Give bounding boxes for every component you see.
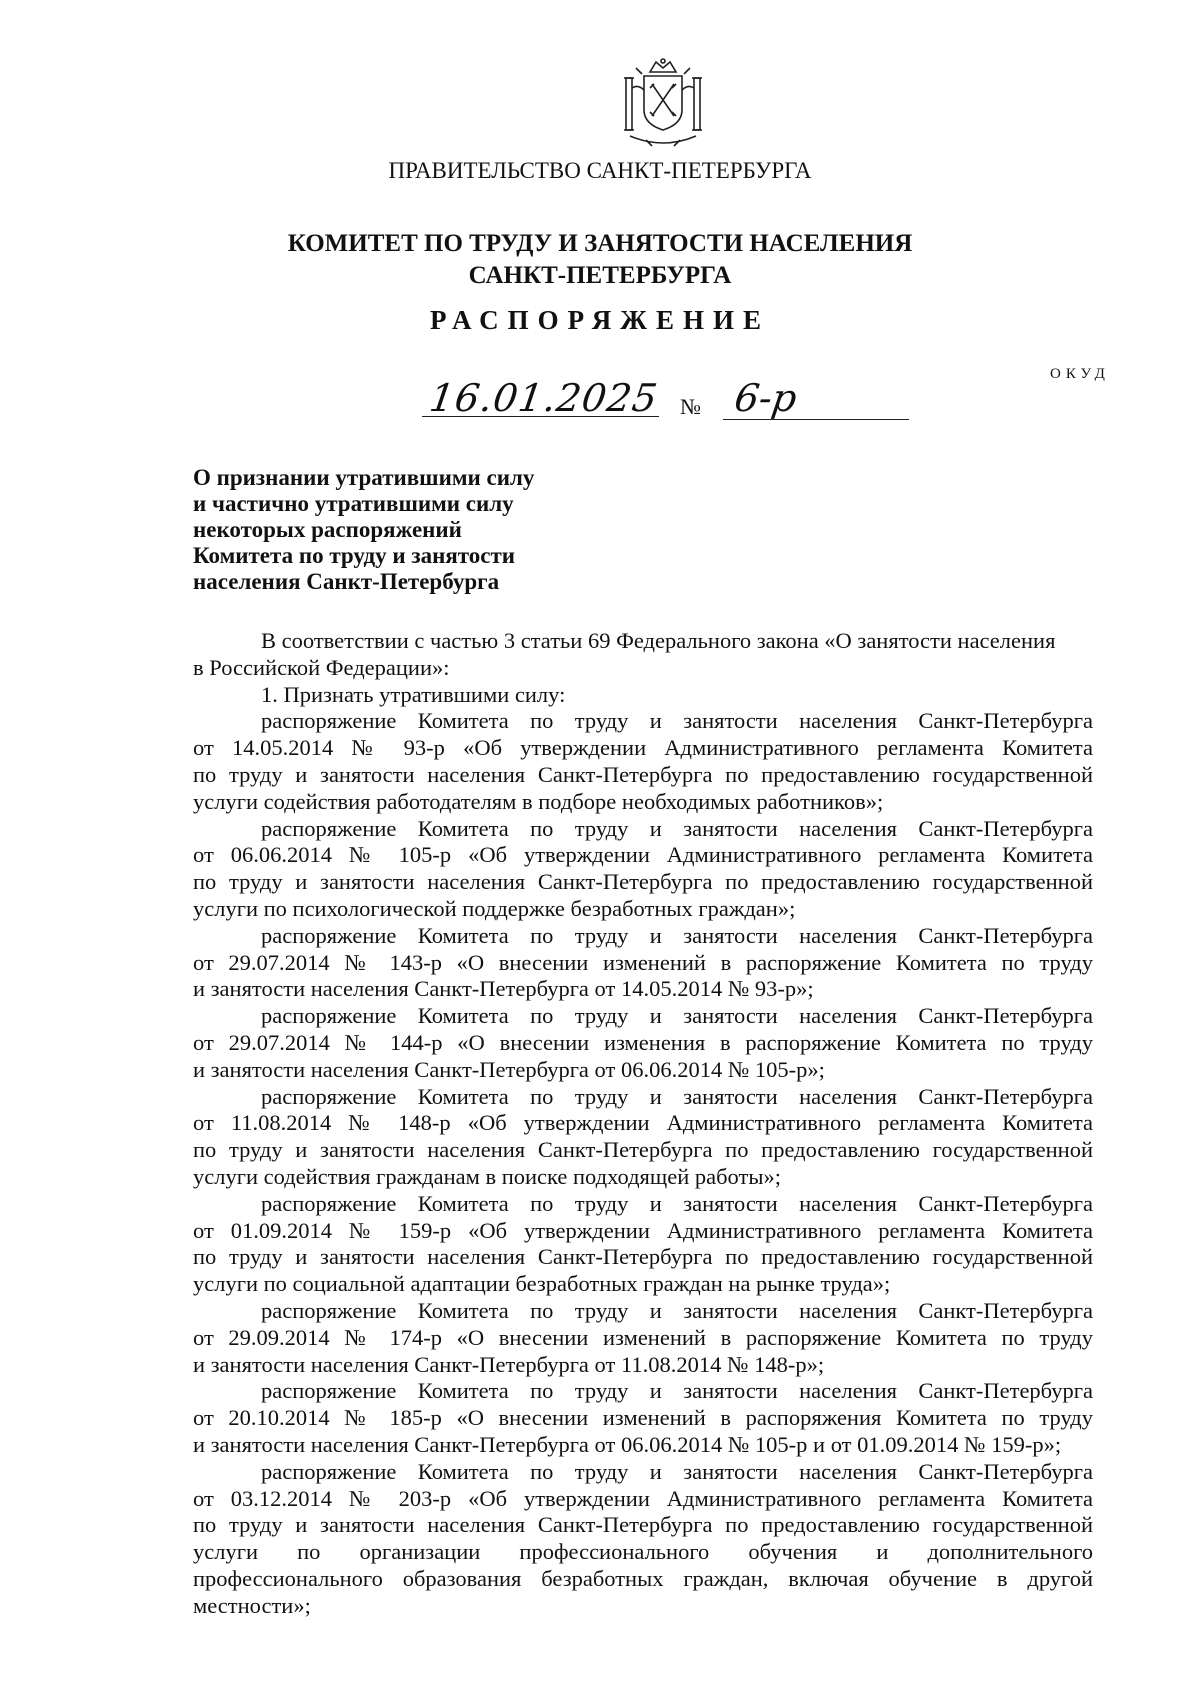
number-sign: № — [680, 394, 701, 419]
okud-label: ОКУД — [1050, 366, 1110, 382]
paragraph-line: услуги по социальной адаптации безработных граждан на рынке труда»; — [193, 1271, 891, 1297]
paragraph-line: от 29.07.2014 № 143-р «О внесении изменений в распоряжение Комитета по труду — [193, 949, 1093, 975]
paragraph-line: распоряжение Комитета по труду и занятости населения Санкт-Петербурга — [261, 1190, 1093, 1216]
subject-line: населения Санкт-Петербурга — [193, 569, 500, 594]
paragraph-line: от 14.05.2014 № 93-р «Об утверждении Административного регламента Комитета — [193, 735, 1093, 761]
paragraph-9 — [193, 1459, 1093, 1620]
paragraph-line: местности»; — [193, 1592, 311, 1618]
paragraph-line: и занятости населения Санкт-Петербурга от 14.05.2014 № 93-р»; — [193, 976, 814, 1002]
paragraph-line: услуги содействия работодателям в подборе необходимых работников»; — [193, 788, 884, 814]
paragraph-line: по труду и занятости населения Санкт-Петербурга по предоставлению государственной — [193, 869, 1093, 895]
date-underline — [422, 416, 659, 417]
paragraph-line: по труду и занятости населения Санкт-Петербурга по предоставлению государственной — [193, 1244, 1093, 1270]
subject-line: О признании утратившими силу — [193, 465, 535, 490]
paragraph-line: распоряжение Комитета по труду и занятости населения Санкт-Петербурга — [261, 815, 1093, 841]
paragraph-3 — [193, 923, 1093, 1003]
paragraph-line: распоряжение Комитета по труду и занятости населения Санкт-Петербурга — [261, 1378, 1093, 1404]
committee-line-2: САНКТ-ПЕТЕРБУРГА — [468, 262, 732, 289]
paragraph-line: распоряжение Комитета по труду и занятости населения Санкт-Петербурга — [261, 922, 1093, 948]
paragraph-line: от 29.07.2014 № 144-р «О внесении изменения в распоряжение Комитета по труду — [193, 1029, 1093, 1055]
paragraph-line: от 01.09.2014 № 159-р «Об утверждении Административного регламента Комитета — [193, 1217, 1093, 1243]
handwritten-number: 6-р — [731, 376, 800, 420]
document-body — [193, 628, 1093, 1619]
subject-line: и частично утратившими силу — [193, 491, 514, 516]
coat-of-arms-icon — [620, 58, 706, 150]
paragraph-5 — [193, 1084, 1093, 1191]
preamble-line: в Российской Федерации»: — [193, 654, 450, 680]
paragraph-line: от 20.10.2014 № 185-р «О внесении изменений в распоряжения Комитета по труду — [193, 1405, 1093, 1431]
paragraph-line: от 29.09.2014 № 174-р «О внесении изменений в распоряжение Комитета по труду — [193, 1324, 1093, 1350]
paragraph-line: от 06.06.2014 № 105-р «Об утверждении Административного регламента Комитета — [193, 842, 1093, 868]
paragraph-line: от 11.08.2014 № 148-р «Об утверждении Административного регламента Комитета — [193, 1110, 1093, 1136]
committee-heading — [0, 228, 1200, 292]
paragraph-line: распоряжение Комитета по труду и занятости населения Санкт-Петербурга — [261, 1003, 1093, 1029]
committee-line-1: КОМИТЕТ ПО ТРУДУ И ЗАНЯТОСТИ НАСЕЛЕНИЯ — [287, 230, 913, 257]
paragraph-line: распоряжение Комитета по труду и занятости населения Санкт-Петербурга — [261, 708, 1093, 734]
paragraph-line: по труду и занятости населения Санкт-Петербурга по предоставлению государственной — [193, 761, 1093, 787]
paragraph-line: распоряжение Комитета по труду и занятости населения Санкт-Петербурга — [261, 1458, 1093, 1484]
paragraph-4 — [193, 1003, 1093, 1083]
paragraph-line: услуги содействия гражданам в поиске подходящей работы»; — [193, 1163, 781, 1189]
paragraph-2 — [193, 816, 1093, 923]
paragraph-line: распоряжение Комитета по труду и занятости населения Санкт-Петербурга — [261, 1297, 1093, 1323]
paragraph-line: от 03.12.2014 № 203-р «Об утверждении Административного регламента Комитета — [193, 1485, 1093, 1511]
item-1-heading: 1. Признать утратившими силу: — [261, 681, 566, 707]
handwritten-date: 16.01.2025 — [426, 376, 661, 420]
paragraph-6 — [193, 1191, 1093, 1298]
paragraph-line: и занятости населения Санкт-Петербурга от 11.08.2014 № 148-р»; — [193, 1351, 825, 1377]
document-type-title: РАСПОРЯЖЕНИЕ — [429, 305, 771, 335]
paragraph-line: по труду и занятости населения Санкт-Петербурга по предоставлению государственной — [193, 1512, 1093, 1538]
paragraph-line: и занятости населения Санкт-Петербурга от 06.06.2014 № 105-р»; — [193, 1056, 825, 1082]
paragraph-line: услуги по организации профессионального обучения и дополнительного — [193, 1539, 1093, 1565]
preamble-line: В соответствии с частью 3 статьи 69 Федерального закона «О занятости населения — [261, 628, 1056, 653]
paragraph-line: профессионального образования безработных граждан, включая обучение в другой — [193, 1565, 1093, 1591]
subject-line: некоторых распоряжений — [193, 517, 462, 542]
paragraph-line: по труду и занятости населения Санкт-Петербурга по предоставлению государственной — [193, 1137, 1093, 1163]
subject-line: Комитета по труду и занятости — [193, 543, 516, 568]
paragraph-line: услуги по психологической поддержке безработных граждан»; — [193, 895, 796, 921]
number-underline — [723, 419, 909, 420]
paragraph-line: и занятости населения Санкт-Петербурга от 06.06.2014 № 105-р и от 01.09.2014 № 159-р»; — [193, 1431, 1062, 1457]
paragraph-line: распоряжение Комитета по труду и занятости населения Санкт-Петербурга — [261, 1083, 1093, 1109]
government-heading: ПРАВИТЕЛЬСТВО САНКТ-ПЕТЕРБУРГА — [388, 158, 812, 183]
subject-block — [193, 465, 713, 595]
paragraph-1 — [193, 708, 1093, 815]
paragraph-7 — [193, 1298, 1093, 1378]
paragraph-8 — [193, 1378, 1093, 1458]
